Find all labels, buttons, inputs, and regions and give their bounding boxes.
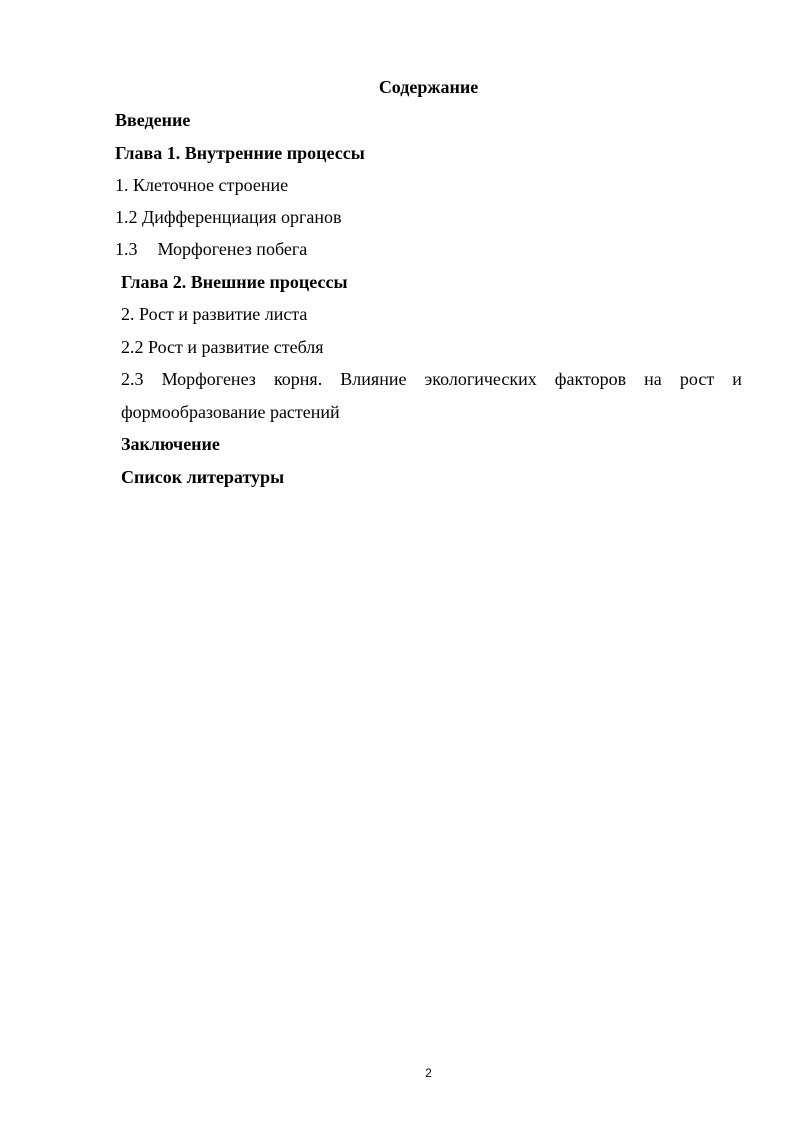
toc-item-1-1: 1. Клеточное строение <box>115 175 289 195</box>
toc-word: и <box>732 369 742 389</box>
toc-chapter-2: Глава 2. Внешние процессы <box>121 272 348 292</box>
page-number: 2 <box>425 1066 432 1080</box>
toc-word: 2.3 <box>121 369 144 389</box>
toc-item-1-3 <box>115 237 307 261</box>
toc-word: Влияние <box>340 369 407 389</box>
toc-bibliography: Список литературы <box>121 467 285 487</box>
toc-item-2-3-line-2: формообразование растений <box>121 402 340 422</box>
page-title: Содержание <box>378 77 479 97</box>
toc-word: на <box>644 369 662 389</box>
toc-word: рост <box>679 369 715 389</box>
toc-word: факторов <box>554 369 627 389</box>
toc-item-2-3-line-1 <box>121 367 742 391</box>
toc-word: Морфогенез <box>161 369 256 389</box>
toc-word: экологических <box>424 369 537 389</box>
toc-item-1-3-number: 1.3 <box>115 239 138 259</box>
toc-chapter-1: Глава 1. Внутренние процессы <box>115 143 365 163</box>
toc-introduction: Введение <box>115 110 191 130</box>
toc-item-2-1: 2. Рост и развитие листа <box>121 304 308 324</box>
toc-word: корня. <box>273 369 323 389</box>
toc-item-2-2: 2.2 Рост и развитие стебля <box>121 337 324 357</box>
toc-item-1-3-text: Морфогенез побега <box>157 239 308 259</box>
toc-conclusion: Заключение <box>121 434 220 454</box>
toc-item-1-2: 1.2 Дифференциация органов <box>115 207 342 227</box>
